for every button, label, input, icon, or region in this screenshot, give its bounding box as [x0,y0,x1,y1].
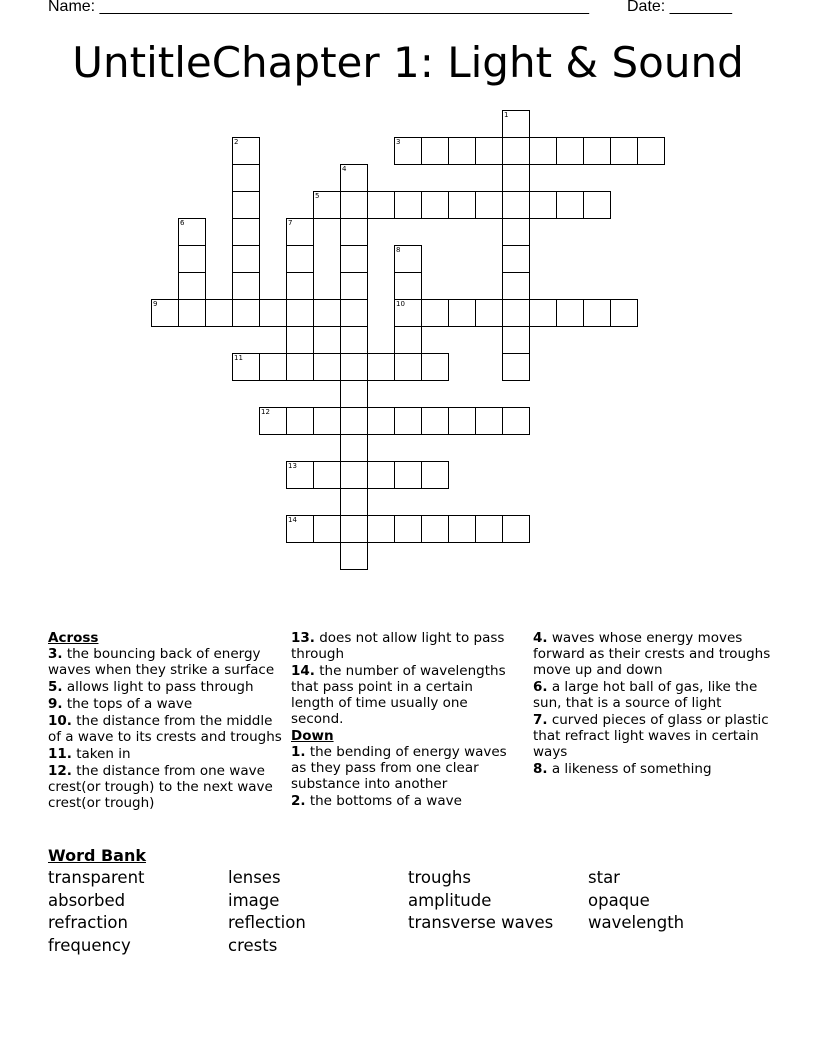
across-heading: Across [48,630,99,646]
crossword-cell[interactable] [502,137,530,165]
crossword-cell[interactable] [502,191,530,219]
crossword-cell[interactable] [502,353,530,381]
clue-number: 12 [261,408,270,416]
clue-number: 8 [396,246,401,254]
clue-down-2: 2. the bottoms of a wave [291,793,462,809]
crossword-cell[interactable] [475,191,503,219]
crossword-cell[interactable] [394,461,422,489]
word-bank-item: refraction [48,913,128,932]
word-bank-item: transparent [48,868,145,887]
crossword-cell[interactable] [502,326,530,354]
word-bank-item: absorbed [48,891,126,910]
crossword-cell[interactable] [502,110,530,138]
clue-number: 3 [396,138,401,146]
crossword-cell[interactable] [151,299,179,327]
crossword-cell[interactable] [421,191,449,219]
clue-down-4: 4. waves whose energy moves forward as their crests and troughs move up and down [533,630,771,678]
crossword-cell[interactable] [205,299,233,327]
crossword-cell[interactable] [286,272,314,300]
crossword-cell[interactable] [394,326,422,354]
crossword-cell[interactable] [502,407,530,435]
clue-number: 4 [342,165,347,173]
crossword-cell[interactable] [394,272,422,300]
clue-number: 7 [288,219,293,227]
crossword-cell[interactable] [475,299,503,327]
crossword-cell[interactable] [394,299,422,327]
word-bank-item: lenses [228,868,281,887]
crossword-cell[interactable] [286,245,314,273]
clue-across-9: 9. the tops of a wave [48,696,193,712]
clue-across-11: 11. taken in [48,746,131,762]
crossword-cell[interactable] [340,407,368,435]
crossword-cell[interactable] [340,542,368,570]
crossword-cell[interactable] [502,164,530,192]
crossword-cell[interactable] [394,515,422,543]
clue-across-12: 12. the distance from one wave crest(or trough) to the next wave crest(or trough) [48,763,273,811]
crossword-cell[interactable] [178,299,206,327]
crossword-cell[interactable] [178,218,206,246]
name-field-label: Name: _______________________________________________________ [48,0,589,15]
crossword-cell[interactable] [313,353,341,381]
word-bank-item: crests [228,936,278,955]
clue-number: 9 [153,300,158,308]
crossword-cell[interactable] [529,137,557,165]
crossword-cell[interactable] [583,137,611,165]
crossword-cell[interactable] [394,191,422,219]
clues-column-2 [291,630,519,810]
clue-number: 11 [234,354,243,362]
crossword-cell[interactable] [313,191,341,219]
clue-across-3: 3. the bouncing back of energy waves when they strike a surface [48,646,275,678]
crossword-cell[interactable] [610,137,638,165]
crossword-cell[interactable] [394,245,422,273]
crossword-cell[interactable] [340,272,368,300]
word-bank-item: star [588,868,620,887]
crossword-cell[interactable] [367,191,395,219]
word-bank-heading: Word Bank [48,846,147,865]
crossword-cell[interactable] [340,164,368,192]
crossword-cell[interactable] [421,407,449,435]
crossword-cell[interactable] [421,299,449,327]
clue-number: 10 [396,300,405,308]
word-bank-item: transverse waves [408,913,554,932]
crossword-cell[interactable] [475,137,503,165]
word-bank-item: troughs [408,868,471,887]
crossword-cell[interactable] [475,515,503,543]
crossword-cell[interactable] [313,461,341,489]
crossword-cell[interactable] [340,434,368,462]
clue-across-10: 10. the distance from the middle of a wave to its crests and troughs [48,713,282,745]
crossword-cell[interactable] [502,272,530,300]
crossword-cell[interactable] [475,407,503,435]
clue-down-6: 6. a large hot ball of gas, like the sun, that is a source of light [533,679,758,711]
crossword-cell[interactable] [340,299,368,327]
crossword-cell[interactable] [502,515,530,543]
clue-number: 5 [315,192,320,200]
crossword-cell[interactable] [340,218,368,246]
crossword-cell[interactable] [232,137,260,165]
crossword-cell[interactable] [286,299,314,327]
crossword-cell[interactable] [610,299,638,327]
clue-down-1: 1. the bending of energy waves as they pass from one clear substance into another [291,744,507,792]
crossword-cell[interactable] [394,353,422,381]
crossword-cell[interactable] [232,245,260,273]
crossword-cell[interactable] [529,191,557,219]
crossword-cell[interactable] [448,515,476,543]
crossword-cell[interactable] [232,299,260,327]
crossword-cell[interactable] [259,299,287,327]
crossword-cell[interactable] [367,461,395,489]
crossword-cell[interactable] [178,245,206,273]
clue-number: 2 [234,138,239,146]
crossword-cell[interactable] [421,137,449,165]
crossword-cell[interactable] [367,353,395,381]
crossword-cell[interactable] [502,245,530,273]
word-bank-item: frequency [48,936,131,955]
crossword-cell[interactable] [340,461,368,489]
crossword-cell[interactable] [286,218,314,246]
clue-number: 14 [288,516,297,524]
crossword-cell[interactable] [232,272,260,300]
crossword-cell[interactable] [556,137,584,165]
clue-down-7: 7. curved pieces of glass or plastic that refract light waves in certain ways [533,712,769,760]
crossword-cell[interactable] [448,407,476,435]
crossword-cell[interactable] [529,299,557,327]
crossword-cell[interactable] [259,353,287,381]
crossword-cell[interactable] [232,191,260,219]
crossword-cell[interactable] [232,218,260,246]
crossword-cell[interactable] [367,515,395,543]
crossword-cell[interactable] [313,299,341,327]
crossword-cell[interactable] [421,515,449,543]
crossword-cell[interactable] [637,137,665,165]
word-bank-item: reflection [228,913,306,932]
clues-column-1 [48,630,284,812]
crossword-cell[interactable] [394,137,422,165]
crossword-cell[interactable] [448,299,476,327]
word-bank-item: wavelength [588,913,685,932]
crossword-cell[interactable] [583,191,611,219]
crossword-cell[interactable] [421,353,449,381]
clue-across-5: 5. allows light to pass through [48,679,254,695]
crossword-cell[interactable] [286,353,314,381]
crossword-cell[interactable] [232,353,260,381]
crossword-cell[interactable] [232,164,260,192]
clue-across-13: 13. does not allow light to pass through [291,630,505,662]
word-bank-item: image [228,891,280,910]
crossword-cell[interactable] [448,137,476,165]
clue-number: 6 [180,219,185,227]
crossword-cell[interactable] [421,461,449,489]
crossword-cell[interactable] [286,326,314,354]
down-heading: Down [291,728,334,744]
crossword-cell[interactable] [259,407,287,435]
crossword-cell[interactable] [502,218,530,246]
date-field-label: Date: _______ [627,0,732,15]
crossword-cell[interactable] [340,191,368,219]
crossword-cell[interactable] [286,515,314,543]
crossword-cell[interactable] [340,353,368,381]
crossword-cell[interactable] [394,407,422,435]
crossword-cell[interactable] [556,191,584,219]
clues-column-3 [533,630,773,778]
crossword-cell[interactable] [340,326,368,354]
crossword-cell[interactable] [340,245,368,273]
crossword-cell[interactable] [286,407,314,435]
crossword-cell[interactable] [178,272,206,300]
crossword-cell[interactable] [313,515,341,543]
clue-down-8: 8. a likeness of something [533,761,712,777]
crossword-cell[interactable] [313,407,341,435]
crossword-cell[interactable] [340,380,368,408]
clue-across-14: 14. the number of wavelengths that pass point in a certain length of time usually one second. [291,663,506,727]
clue-number: 1 [504,111,509,119]
crossword-cell[interactable] [502,299,530,327]
word-bank-item: opaque [588,891,650,910]
crossword-cell[interactable] [448,191,476,219]
clue-number: 13 [288,462,297,470]
crossword-cell[interactable] [367,407,395,435]
crossword-cell[interactable] [556,299,584,327]
crossword-cell[interactable] [286,461,314,489]
page-title: UntitleChapter 1: Light & Sound [72,38,744,87]
crossword-cell[interactable] [340,515,368,543]
word-bank-item: amplitude [408,891,492,910]
crossword-cell[interactable] [583,299,611,327]
crossword-cell[interactable] [340,488,368,516]
